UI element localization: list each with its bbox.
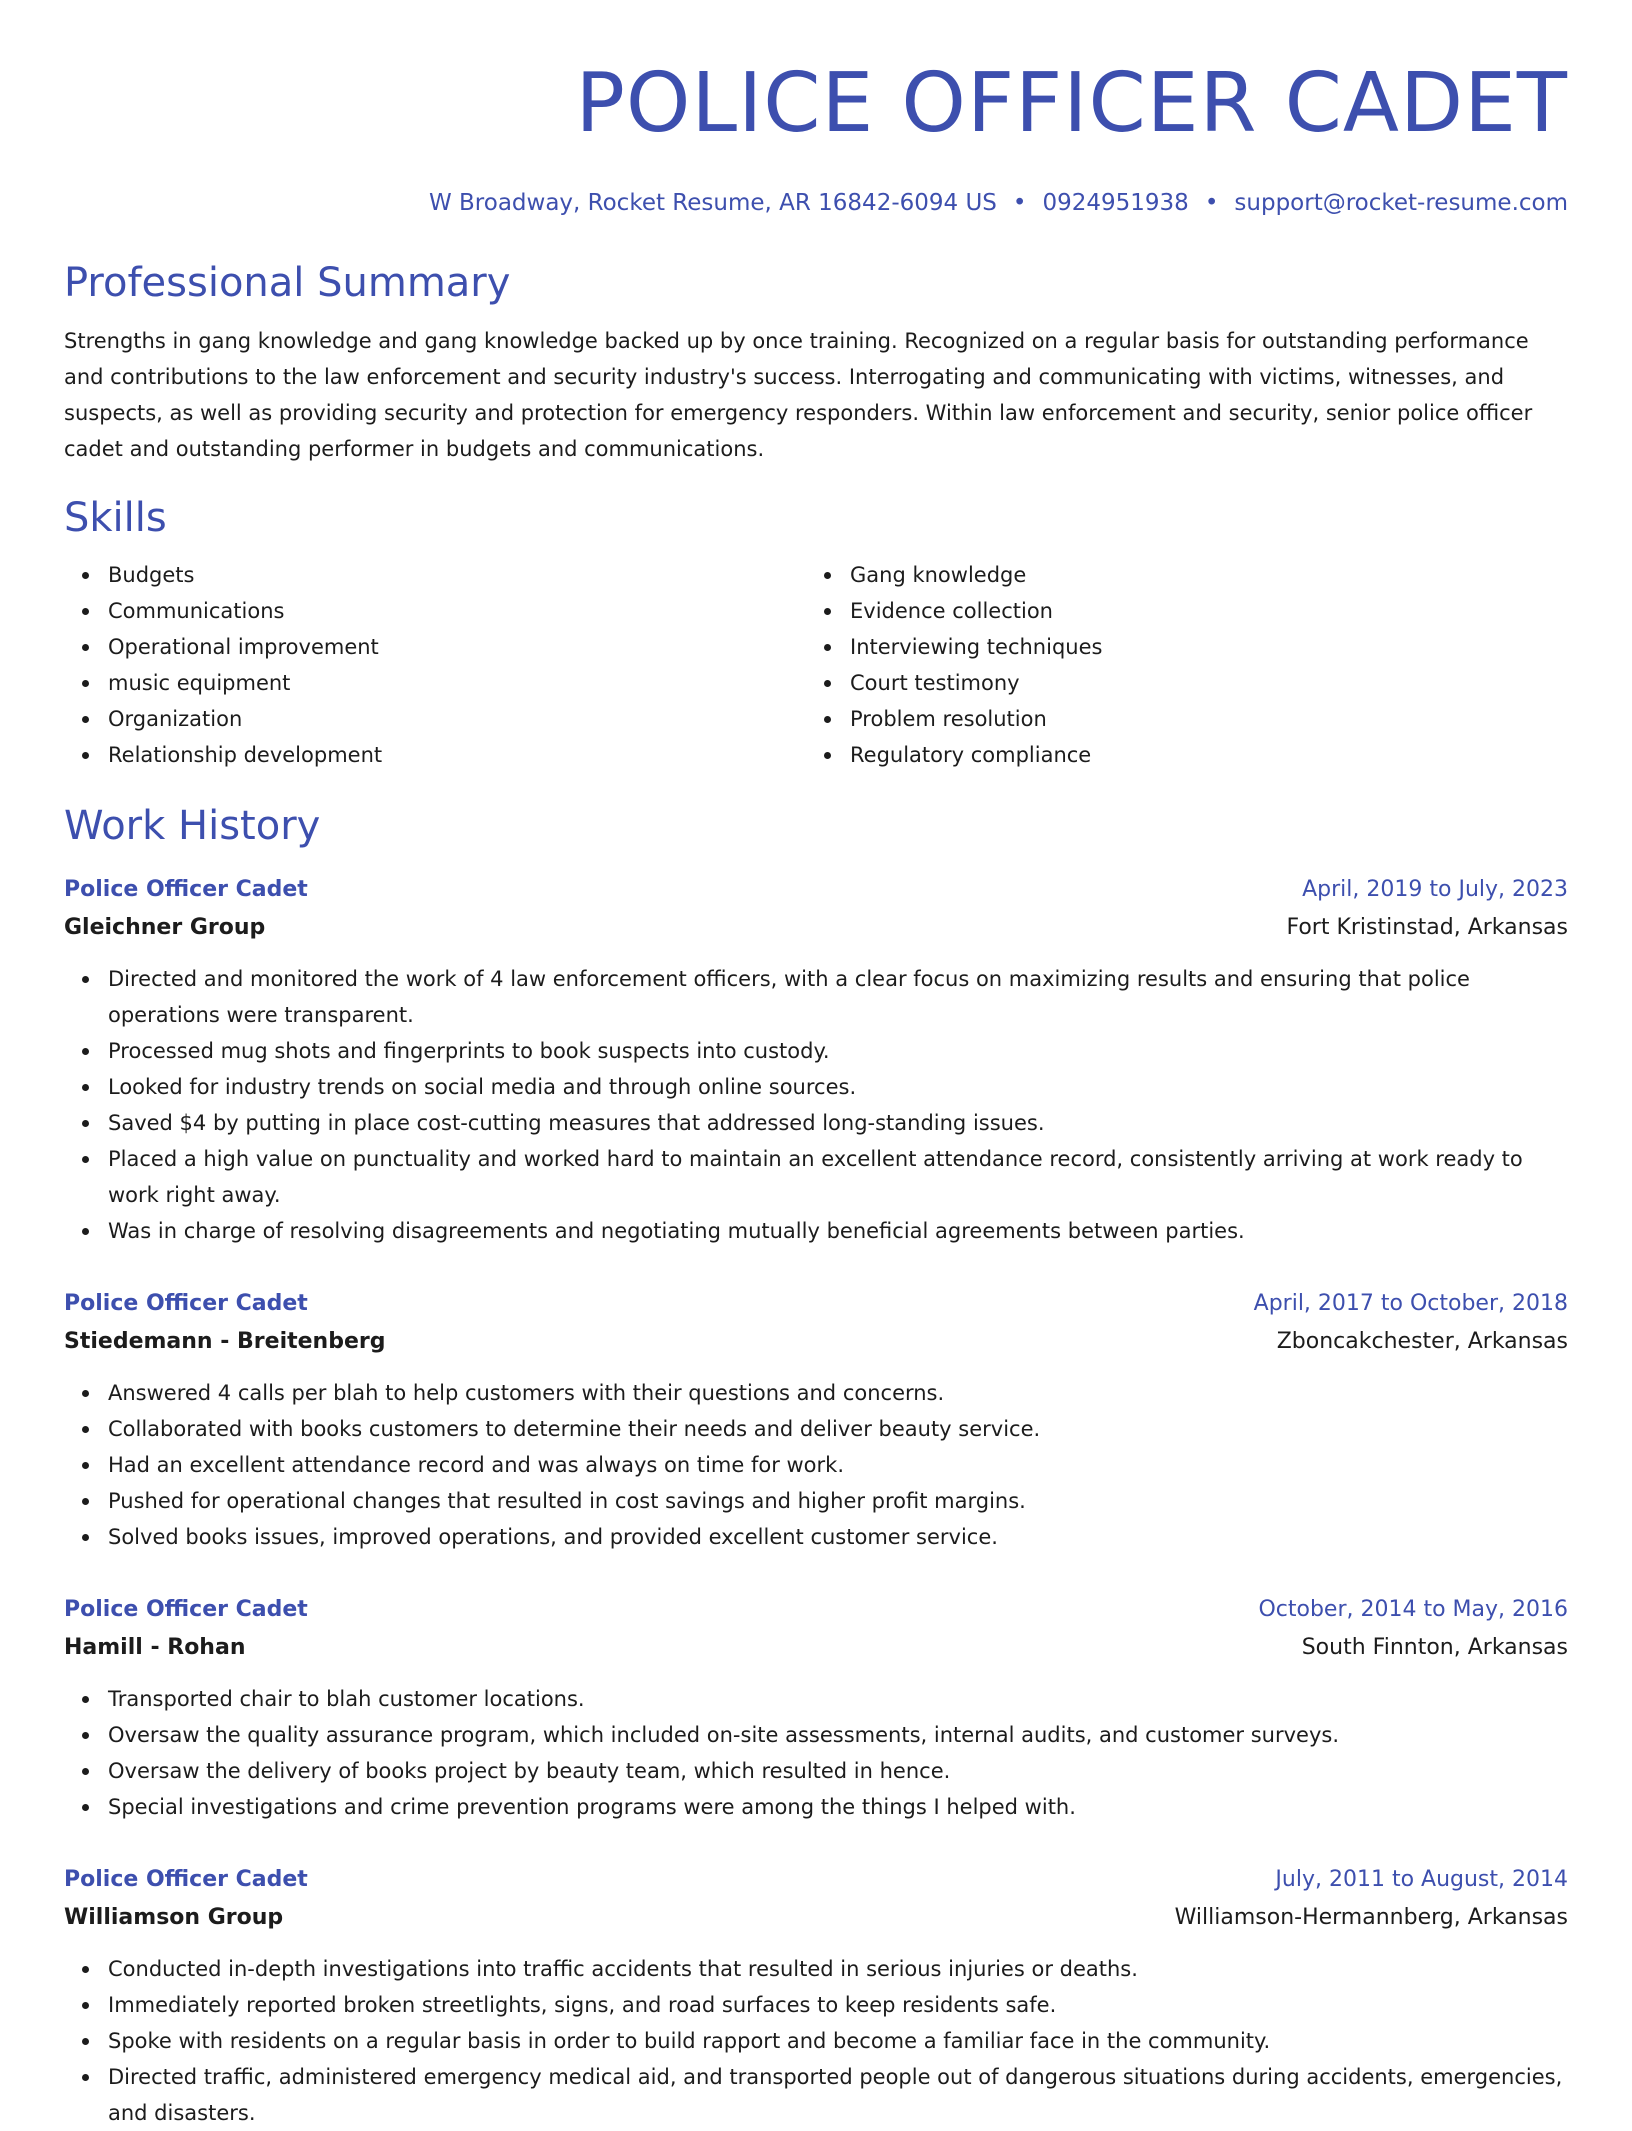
duty-item: Processed mug shots and fingerprints to book suspects into custody. [64, 1033, 1568, 1069]
duty-item: Conducted in-depth investigations into traffic accidents that resulted in serious injuries or deaths. [64, 1951, 1568, 1987]
job-location: Fort Kristinstad, Arkansas [1286, 915, 1568, 940]
skill-item: Interviewing techniques [806, 629, 1548, 665]
skill-item: Evidence collection [806, 593, 1548, 629]
job-company: Stiedemann - Breitenberg [64, 1329, 386, 1354]
job-dates: July, 2011 to August, 2014 [1275, 1867, 1568, 1892]
summary-heading: Professional Summary [64, 260, 511, 306]
duty-item: Directed and monitored the work of 4 law enforcement officers, with a clear focus on maximizing results and ensuring that police operations were transparent. [64, 961, 1568, 1033]
job-duties [64, 1681, 1568, 1825]
contact-email[interactable]: support@rocket-resume.com [1234, 190, 1568, 216]
job-dates: April, 2017 to October, 2018 [1253, 1291, 1568, 1316]
skill-item: Regulatory compliance [806, 737, 1548, 773]
job-entry [64, 871, 1568, 1249]
job-dates: October, 2014 to May, 2016 [1258, 1597, 1568, 1622]
job-entry [64, 1591, 1568, 1825]
job-title: Police Officer Cadet [64, 877, 308, 902]
job-company: Hamill - Rohan [64, 1635, 246, 1660]
job-title: Police Officer Cadet [64, 1291, 308, 1316]
job-title: Police Officer Cadet [64, 1867, 308, 1892]
job-duties [64, 961, 1568, 1249]
skill-item: Operational improvement [64, 629, 806, 665]
contact-separator: • [1204, 190, 1219, 216]
skill-item: Budgets [64, 557, 806, 593]
duty-item: Directed traffic, administered emergency medical aid, and transported people out of dangerous situations during accidents, emergencies, and disasters. [64, 2059, 1568, 2131]
duty-item: Answered 4 calls per blah to help customers with their questions and concerns. [64, 1375, 1568, 1411]
summary-text: Strengths in gang knowledge and gang knowledge backed up by once training. Recognized on a regular basis for outstanding performance and contributions to the law enforcement and security industry's success. Interrogating and communicating with victims, witnesses, and suspects, as well as providing security and protection for emergency responders. Within law enforcement and security, senior police officer cadet and outstanding performer in budgets and communications. [64, 329, 1533, 461]
job-location: South Finnton, Arkansas [1301, 1635, 1568, 1660]
duty-item: Transported chair to blah customer locations. [64, 1681, 1568, 1717]
skills-list [64, 557, 1568, 773]
skills-heading: Skills [64, 495, 167, 541]
job-location: Williamson-Hermannberg, Arkansas [1174, 1905, 1568, 1930]
contact-phone: 0924951938 [1042, 190, 1189, 216]
job-duties [64, 1375, 1568, 1555]
contact-line [64, 188, 1568, 218]
skill-item: Organization [64, 701, 806, 737]
duty-item: Immediately reported broken streetlights, signs, and road surfaces to keep residents safe. [64, 1987, 1568, 2023]
job-entry [64, 1861, 1568, 2131]
job-duties [64, 1951, 1568, 2131]
skill-item: Problem resolution [806, 701, 1548, 737]
duty-item: Spoke with residents on a regular basis in order to build rapport and become a familiar face in the community. [64, 2023, 1568, 2059]
contact-separator: • [1012, 190, 1027, 216]
work-history-heading: Work History [64, 803, 321, 849]
contact-address: W Broadway, Rocket Resume, AR 16842-6094 US [428, 190, 997, 216]
duty-item: Saved $4 by putting in place cost-cutting measures that addressed long-standing issues. [64, 1105, 1568, 1141]
skill-item: Gang knowledge [806, 557, 1548, 593]
candidate-name: POLICE OFFICER CADET [575, 56, 1568, 151]
skill-item: Relationship development [64, 737, 806, 773]
duty-item: Oversaw the delivery of books project by beauty team, which resulted in hence. [64, 1753, 1568, 1789]
skill-item: Court testimony [806, 665, 1548, 701]
job-title: Police Officer Cadet [64, 1597, 308, 1622]
duty-item: Collaborated with books customers to determine their needs and deliver beauty service. [64, 1411, 1568, 1447]
job-dates: April, 2019 to July, 2023 [1302, 877, 1568, 902]
duty-item: Pushed for operational changes that resulted in cost savings and higher profit margins. [64, 1483, 1568, 1519]
duty-item: Placed a high value on punctuality and worked hard to maintain an excellent attendance record, consistently arriving at work ready to work right away. [64, 1141, 1568, 1213]
duty-item: Special investigations and crime prevention programs were among the things I helped with. [64, 1789, 1568, 1825]
job-entry [64, 1285, 1568, 1555]
skills-column-right [806, 557, 1548, 773]
resume-page [64, 0, 1568, 2131]
skills-column-left [64, 557, 806, 773]
duty-item: Had an excellent attendance record and was always on time for work. [64, 1447, 1568, 1483]
job-company: Gleichner Group [64, 915, 266, 940]
skill-item: Communications [64, 593, 806, 629]
skill-item: music equipment [64, 665, 806, 701]
job-location: Zboncakchester, Arkansas [1276, 1329, 1568, 1354]
duty-item: Was in charge of resolving disagreements and negotiating mutually beneficial agreements between parties. [64, 1213, 1568, 1249]
duty-item: Looked for industry trends on social media and through online sources. [64, 1069, 1568, 1105]
job-company: Williamson Group [64, 1905, 284, 1930]
duty-item: Solved books issues, improved operations, and provided excellent customer service. [64, 1519, 1568, 1555]
duty-item: Oversaw the quality assurance program, which included on-site assessments, internal audits, and customer surveys. [64, 1717, 1568, 1753]
